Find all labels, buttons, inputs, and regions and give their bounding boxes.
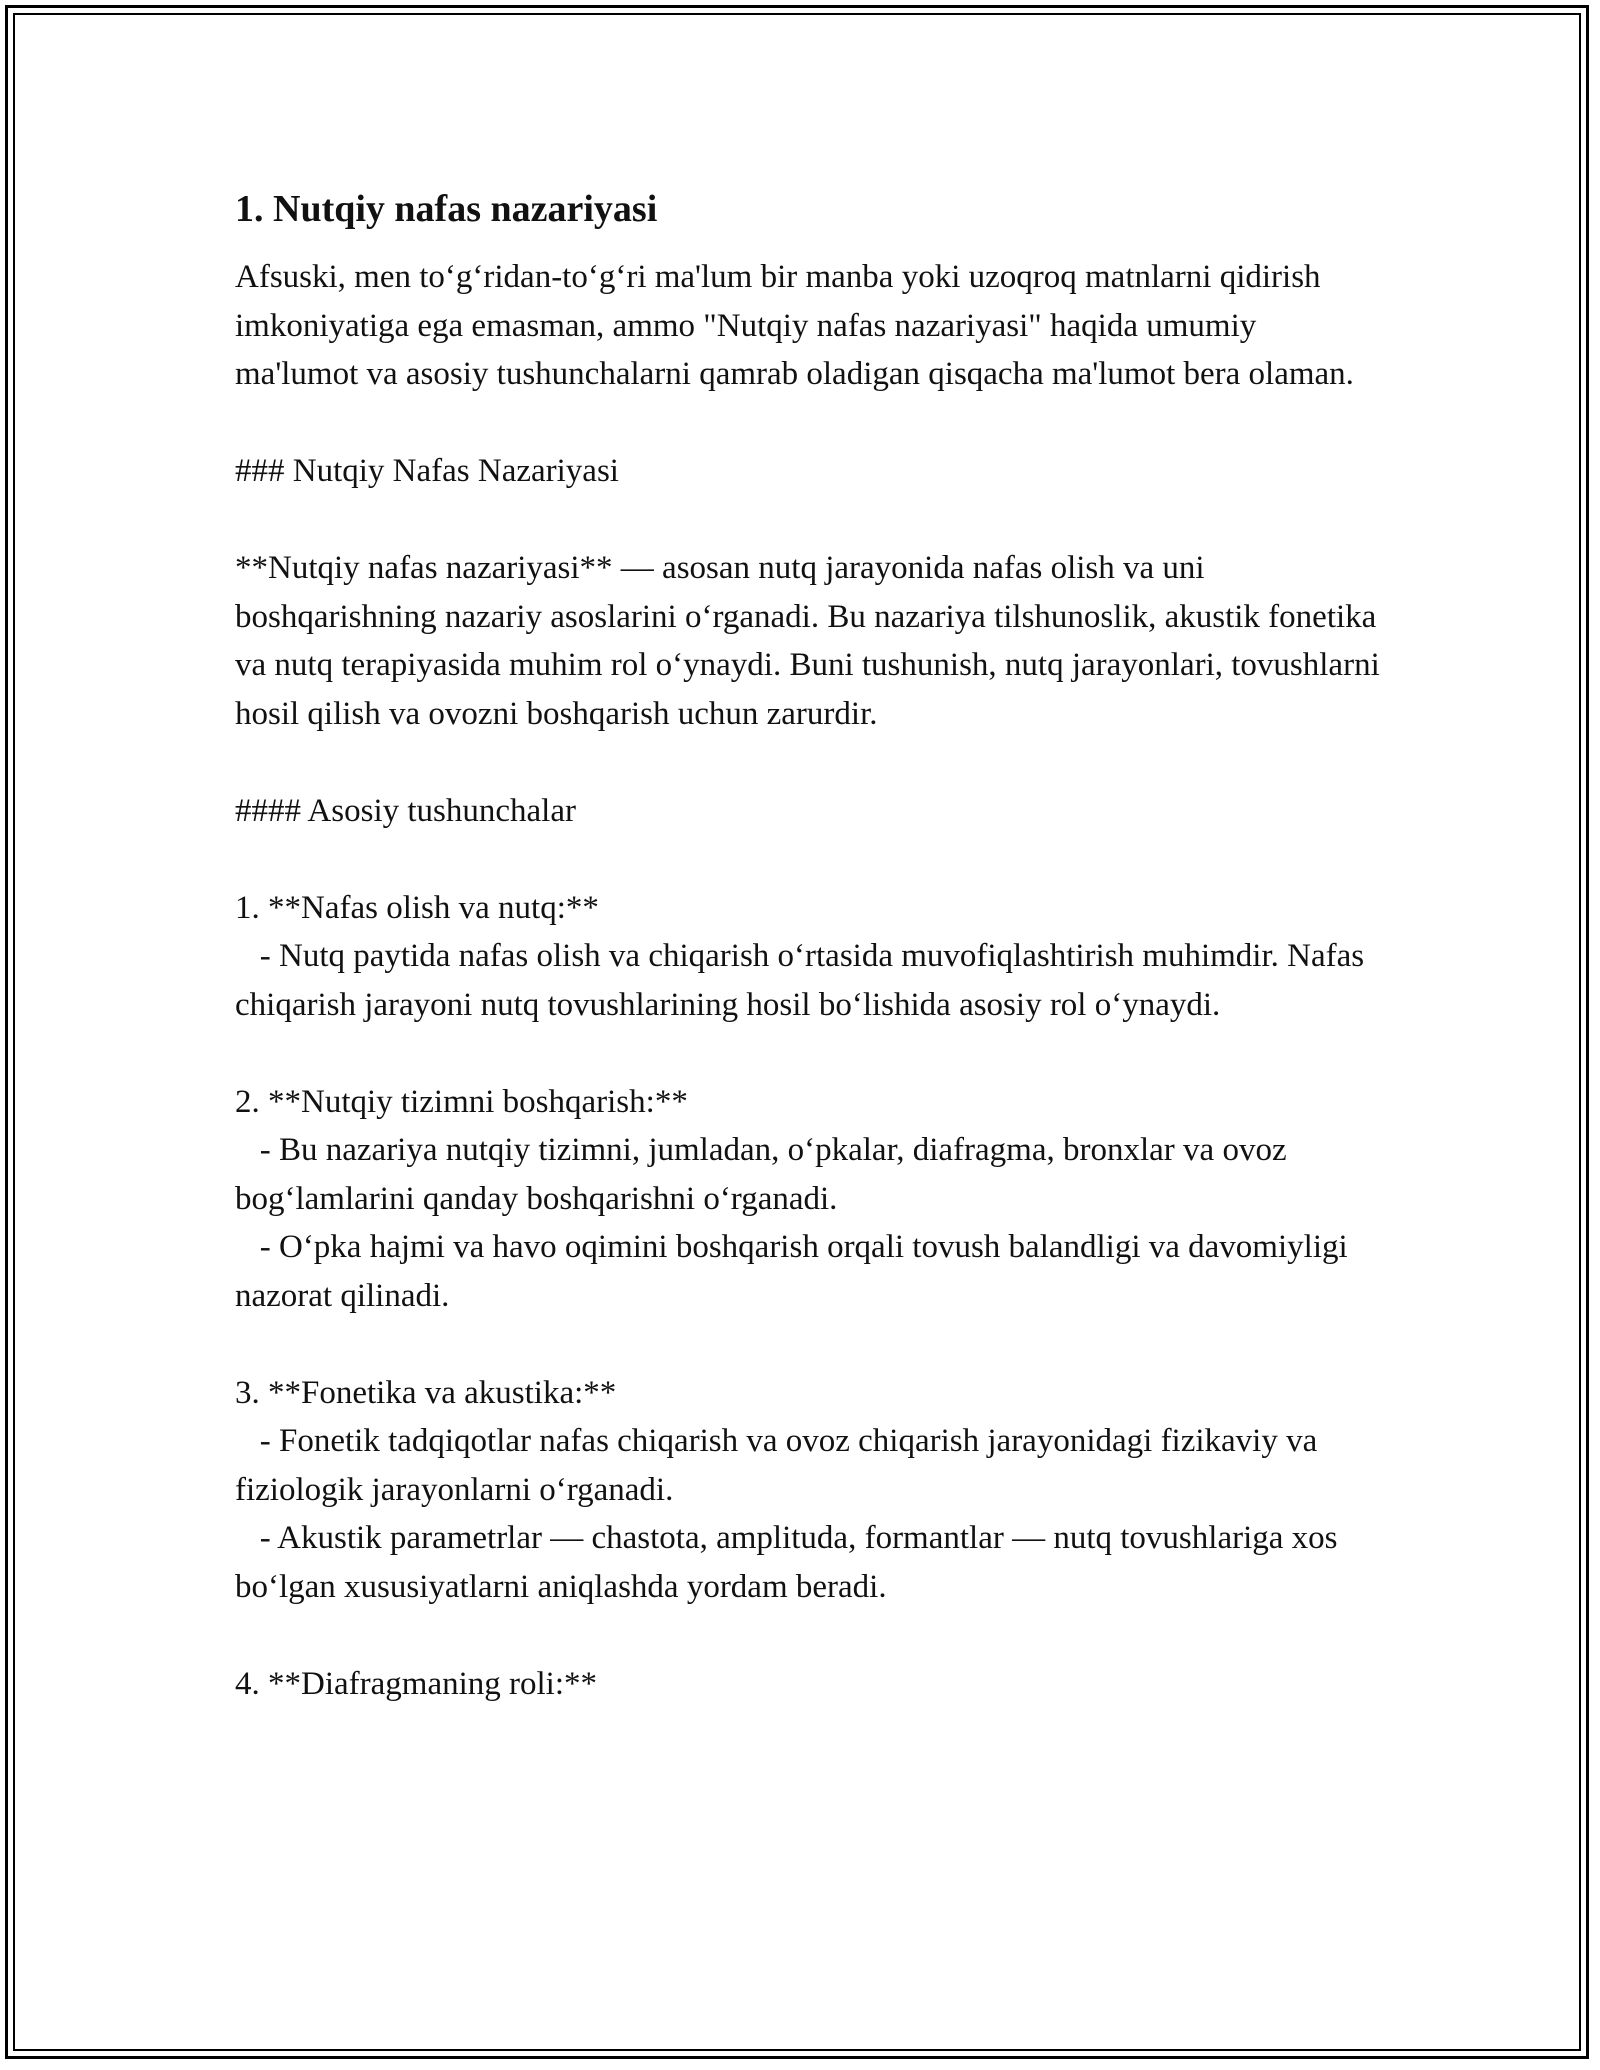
list-item-heading: 2. **Nutqiy tizimni boshqarish:**	[235, 1083, 688, 1120]
spacer	[235, 1029, 1385, 1078]
section-heading: ### Nutqiy Nafas Nazariyasi	[235, 453, 619, 489]
definition-paragraph: **Nutqiy nafas nazariyasi** — asosan nutq jarayonida nafas olish va uni boshqarishning nazariy asoslarini o‘rganadi. Bu nazariya tilshunoslik, akustik fonetika va nutq terapiyasida muhim rol o‘ynaydi. Buni tushunish, nutq jarayonlari, tovushlarni hosil qilish va ovozni boshqarish uchun zarurdir.	[235, 550, 1388, 732]
list-item-heading: 1. **Nafas olish va nutq:**	[235, 889, 599, 926]
spacer	[235, 399, 1385, 448]
spacer	[235, 835, 1385, 884]
list-item-point: - Bu nazariya nutqiy tizimni, jumladan, o‘pkalar, diafragma, bronxlar va ovoz bog‘lamlarini qanday boshqarishni o‘rganadi.	[235, 1132, 1295, 1217]
list-item-point: - O‘pka hajmi va havo oqimini boshqarish orqali tovush balandligi va davomiyligi nazorat qilinadi.	[235, 1229, 1356, 1314]
list-item	[235, 1369, 1385, 1612]
subsection-heading: #### Asosiy tushunchalar	[235, 792, 576, 829]
list-item-heading: 4. **Diafragmaning roli:**	[235, 1665, 598, 1702]
spacer	[235, 1611, 1385, 1660]
spacer	[235, 738, 1385, 787]
document-body	[235, 185, 1388, 1708]
list-item	[235, 1078, 1385, 1321]
spacer	[235, 1320, 1385, 1369]
document-title: 1. Nutqiy nafas nazariyasi	[235, 188, 658, 230]
list-item-point: - Fonetik tadqiqotlar nafas chiqarish va ovoz chiqarish jarayonidagi fizikaviy va fiziologik jarayonlarni o‘rganadi.	[235, 1423, 1326, 1508]
intro-paragraph: Afsuski, men to‘g‘ridan-to‘g‘ri ma'lum bir manba yoki uzoqroq matnlarni qidirish imkoniyatiga ega emasman, ammo "Nutqiy nafas nazariyasi" haqida umumiy ma'lumot va asosiy tushunchalarni qamrab oladigan qisqacha ma'lumot bera olaman.	[235, 259, 1354, 392]
list-item	[235, 884, 1385, 1030]
list-item-point: - Akustik parametrlar — chastota, amplituda, formantlar — nutq tovushlariga xos bo‘lgan xususiyatlarni aniqlashda yordam beradi.	[235, 1520, 1346, 1605]
list-item-point: - Nutq paytida nafas olish va chiqarish o‘rtasida muvofiqlashtirish muhimdir. Nafas chiqarish jarayoni nutq tovushlarining hosil bo‘lishida asosiy rol o‘ynaydi.	[235, 938, 1373, 1023]
list-item	[235, 1660, 1385, 1709]
spacer	[235, 496, 1385, 545]
list-item-heading: 3. **Fonetika va akustika:**	[235, 1374, 617, 1411]
